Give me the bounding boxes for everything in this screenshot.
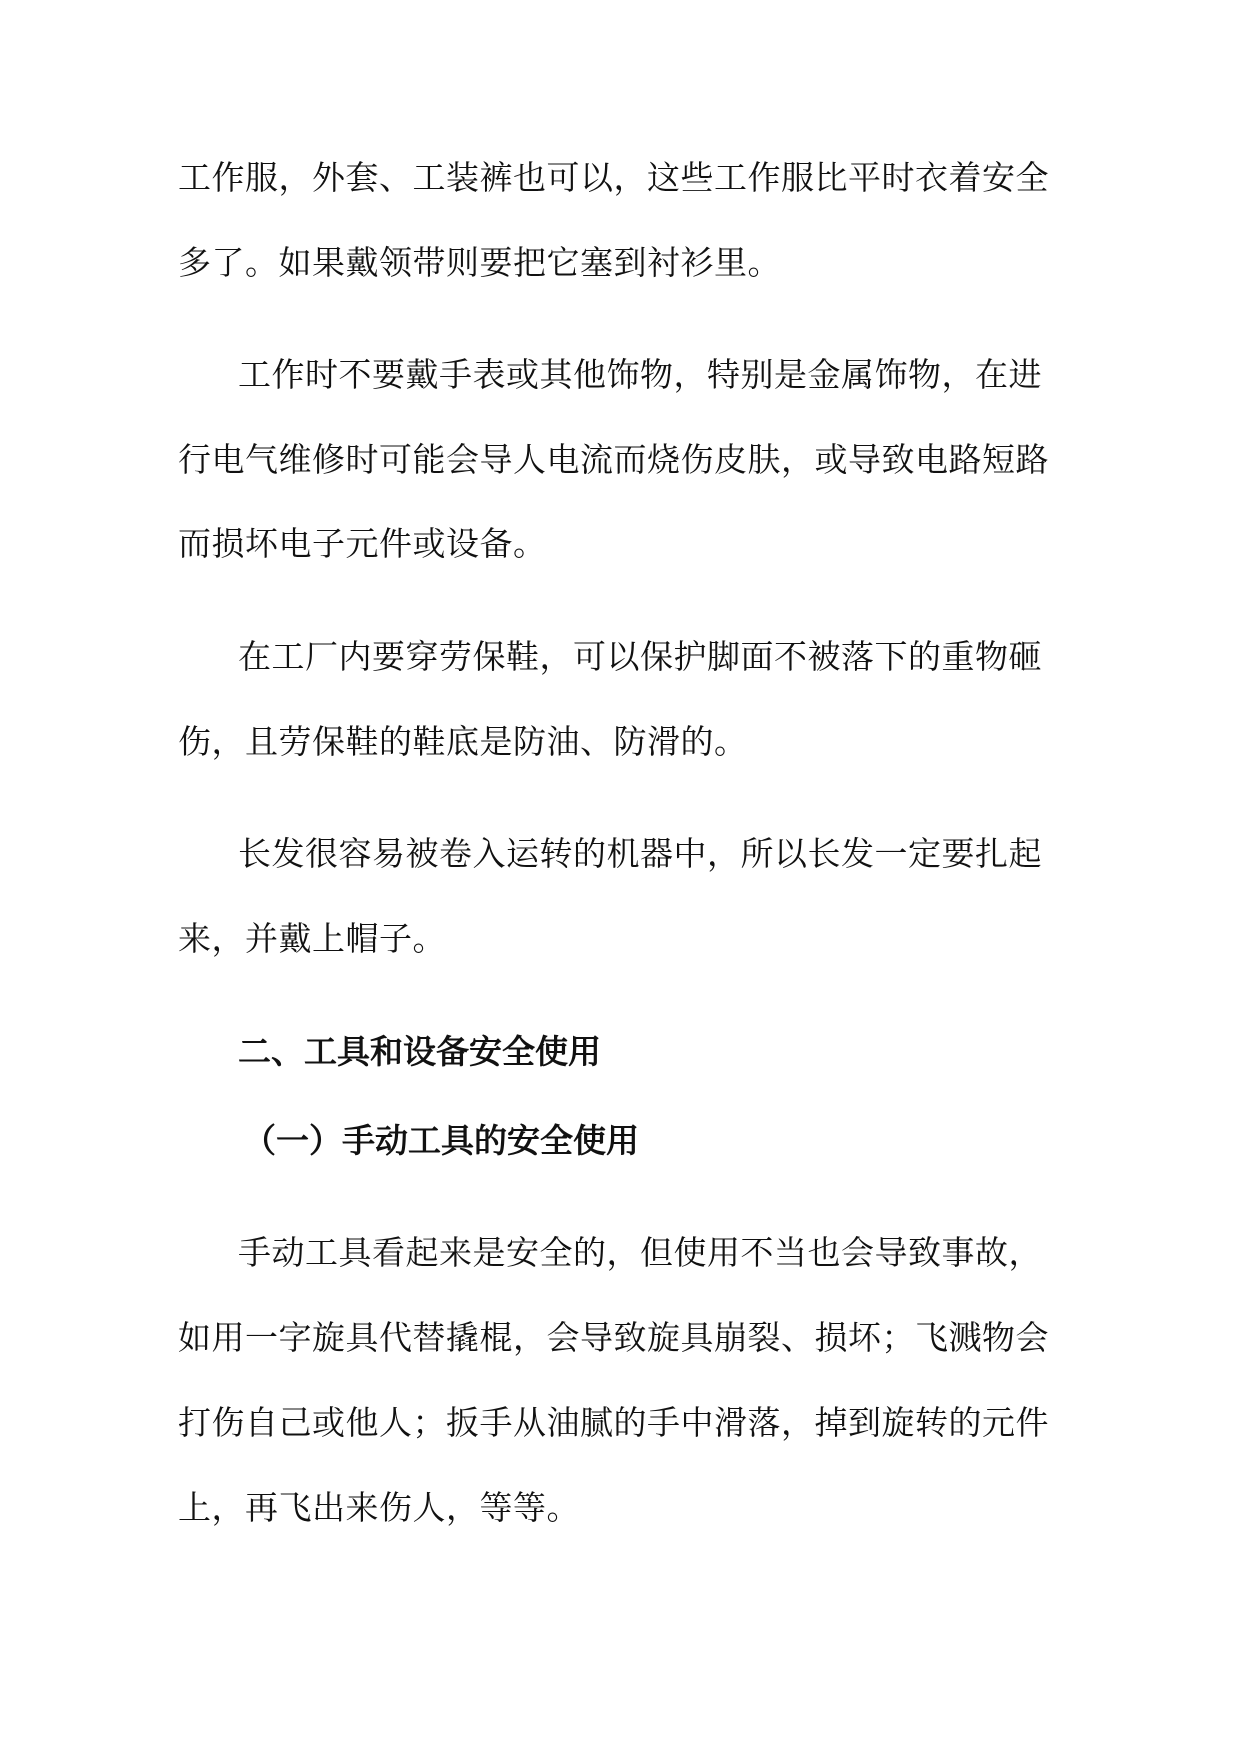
paragraph-2-line-2: 行电气维修时可能会导人电流而烧伤皮肤，或导致电路短路 (178, 440, 1049, 479)
paragraph-3-line-1: 在工厂内要穿劳保鞋，可以保护脚面不被落下的重物砸 (238, 637, 1042, 676)
paragraph-2-line-1: 工作时不要戴手表或其他饰物，特别是金属饰物，在进 (238, 355, 1042, 394)
paragraph-1-line-2: 多了。如果戴领带则要把它塞到衬衫里。 (178, 243, 781, 282)
paragraph-4-line-2: 来，并戴上帽子。 (178, 919, 446, 958)
paragraph-5-line-4: 上，再飞出来伤人，等等。 (178, 1488, 580, 1527)
section-heading: 二、工具和设备安全使用 (238, 1032, 601, 1071)
paragraph-5-line-1: 手动工具看起来是安全的，但使用不当也会导致事故， (238, 1233, 1042, 1272)
paragraph-5-line-2: 如用一字旋具代替撬棍，会导致旋具崩裂、损坏；飞溅物会 (178, 1318, 1049, 1357)
paragraph-4-line-1: 长发很容易被卷入运转的机器中，所以长发一定要扎起 (238, 834, 1042, 873)
paragraph-3-line-2: 伤，且劳保鞋的鞋底是防油、防滑的。 (178, 722, 748, 761)
paragraph-2-line-3: 而损坏电子元件或设备。 (178, 524, 547, 563)
paragraph-1-line-1: 工作服，外套、工装裤也可以，这些工作服比平时衣着安全 (178, 158, 1049, 197)
subsection-heading: （一）手动工具的安全使用 (243, 1121, 639, 1160)
paragraph-5-line-3: 打伤自己或他人；扳手从油腻的手中滑落，掉到旋转的元件 (178, 1403, 1049, 1442)
